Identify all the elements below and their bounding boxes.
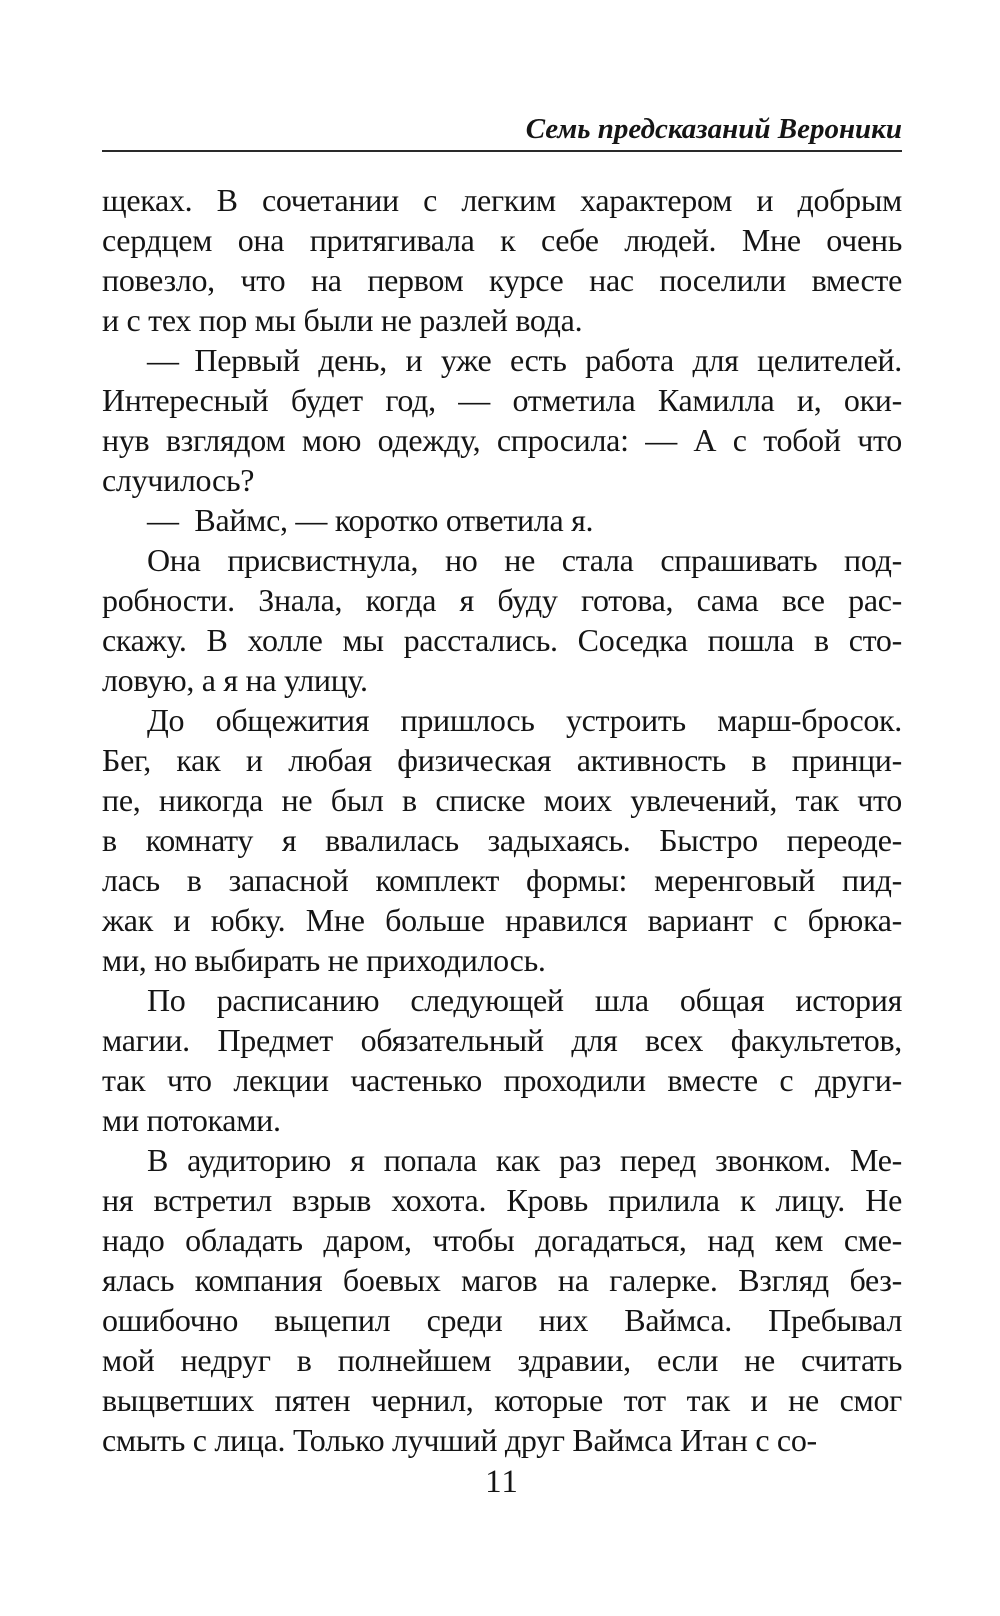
running-header-title: Семь предсказаний Вероники <box>525 113 902 145</box>
text-line: пе, никогда не был в списке моих увлечений, так что <box>102 782 902 818</box>
text-line: ялась компания боевых магов на галерке. Взгляд без- <box>102 1262 902 1298</box>
text-line: и с тех пор мы были не разлей вода. <box>102 302 583 338</box>
text-line: жак и юбку. Мне больше нравился вариант с брюка- <box>102 902 902 938</box>
text-line: щеках. В сочетании с легким характером и добрым <box>102 182 902 218</box>
text-line: До общежития пришлось устроить марш-бросок. <box>147 702 902 738</box>
paragraph <box>102 540 902 700</box>
text-line: мой недруг в полнейшем здравии, если не считать <box>102 1342 902 1378</box>
paragraph <box>102 1140 902 1460</box>
text-line: выцветших пятен чернил, которые тот так и не смог <box>102 1382 902 1418</box>
text-line: сердцем она притягивала к себе людей. Мне очень <box>102 222 902 258</box>
text-line: Бег, как и любая физическая активность в принци- <box>102 742 902 778</box>
paragraph <box>102 180 902 340</box>
text-line: скажу. В холле мы расстались. Соседка пошла в сто- <box>102 622 902 658</box>
paragraph <box>102 980 902 1140</box>
text-line: смыть с лица. Только лучший друг Ваймса Итан с со- <box>102 1422 817 1458</box>
text-line: Интересный будет год, — отметила Камилла и, оки- <box>102 382 902 418</box>
text-line: ошибочно выцепил среди них Ваймса. Пребывал <box>102 1302 902 1338</box>
paragraph <box>102 500 902 540</box>
page-body <box>102 180 902 1460</box>
text-line: так что лекции частенько проходили вместе с други- <box>102 1062 902 1098</box>
text-line: ловую, а я на улицу. <box>102 662 368 698</box>
text-line: ми, но выбирать не приходилось. <box>102 942 546 978</box>
page-number: 11 <box>485 1464 519 1500</box>
text-line: Она присвистнула, но не стала спрашивать под- <box>147 542 902 578</box>
text-line: В аудиторию я попала как раз перед звонком. Ме- <box>147 1142 902 1178</box>
text-line: случилось? <box>102 462 255 498</box>
text-line: — Ваймс, — коротко ответила я. <box>147 502 594 538</box>
text-line: нув взглядом мою одежду, спросила: — А с тобой что <box>102 422 902 458</box>
header-rule <box>102 150 902 152</box>
text-line: магии. Предмет обязательный для всех факультетов, <box>102 1022 902 1058</box>
text-line: лась в запасной комплект формы: меренговый пид- <box>102 862 902 898</box>
paragraph <box>102 700 902 980</box>
text-line: По расписанию следующей шла общая история <box>147 982 902 1018</box>
text-line: повезло, что на первом курсе нас поселили вместе <box>102 262 902 298</box>
text-line: ми потоками. <box>102 1102 281 1138</box>
paragraph <box>102 340 902 500</box>
text-line: надо обладать даром, чтобы догадаться, над кем сме- <box>102 1222 902 1258</box>
text-line: робности. Знала, когда я буду готова, сама все рас- <box>102 582 902 618</box>
text-line: — Первый день, и уже есть работа для целителей. <box>147 342 902 378</box>
text-line: в комнату я ввалилась задыхаясь. Быстро переоде- <box>102 822 902 858</box>
text-line: ня встретил взрыв хохота. Кровь прилила к лицу. Не <box>102 1182 902 1218</box>
